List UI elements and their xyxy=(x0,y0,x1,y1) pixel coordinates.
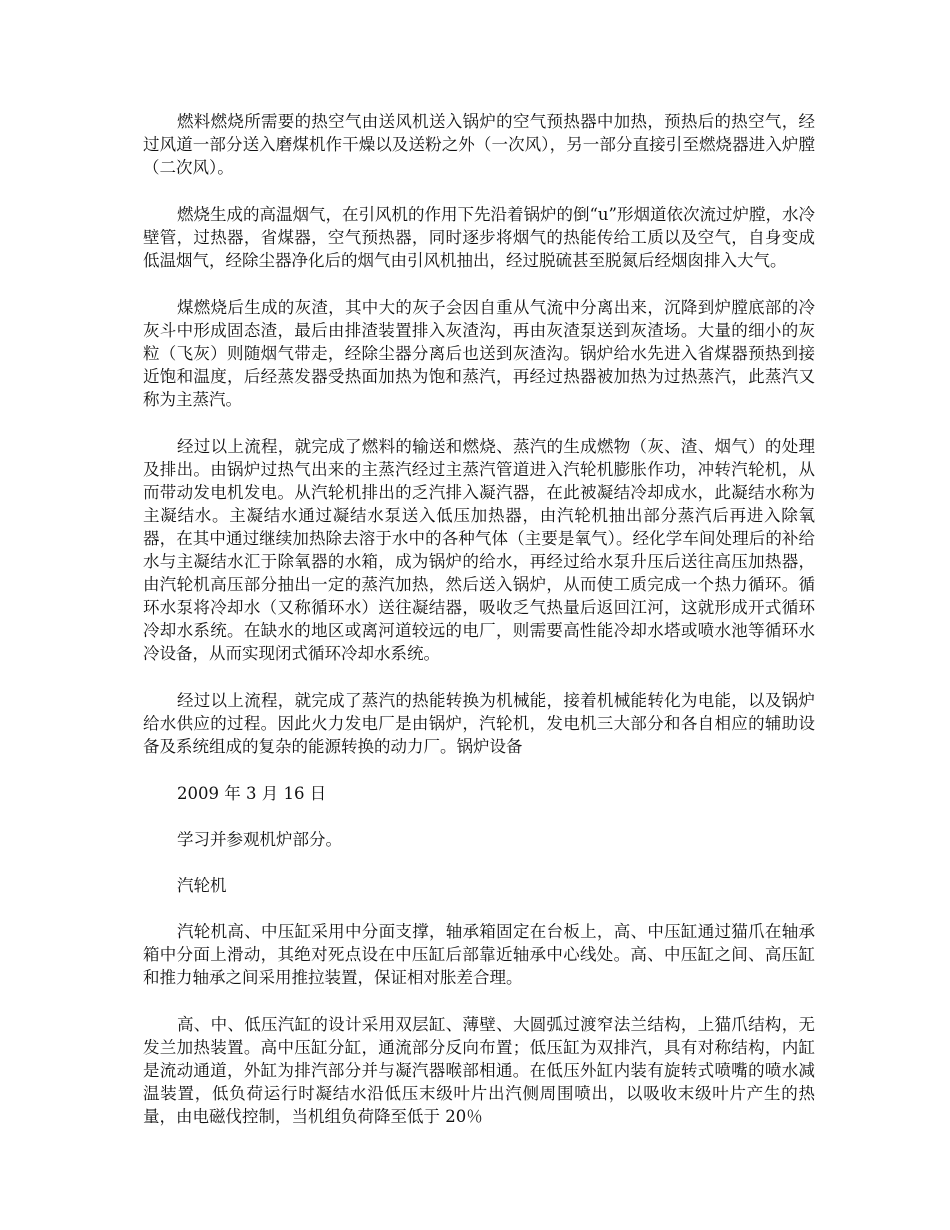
document-page xyxy=(143,110,815,1152)
date-line: 2009 年 3 月 16 日 xyxy=(177,784,327,803)
paragraph-turbine-casing: 高、中、低压汽缸的设计采用双层缸、薄壁、大圆弧过渡窄法兰结构，上猫爪结构，无发兰加热装置。高中压缸分缸，通流部分反向布置；低压缸为双排汽，具有对称结构，内缸是流动通道，外缸为排汽部分并与凝汽器喉部相通。在低压外缸内装有旋转式喷嘴的喷水减温装置，低负荷运行时凝结水沿低压末级叶片出汽侧周围喷出，以吸收末级叶片产生的热量，由电磁伐控制，当机组负荷降至低于 20％ xyxy=(143,1015,815,1126)
paragraph-turbine-support: 汽轮机高、中压缸采用中分面支撑，轴承箱固定在台板上，高、中压缸通过猫爪在轴承箱中分面上滑动，其绝对死点设在中压缸后部靠近轴承中心线处。高、中压缸之间、高压缸和推力轴承之间采用推拉装置，保证相对胀差合理。 xyxy=(143,922,815,987)
study-line: 学习并参观机炉部分。 xyxy=(177,830,342,849)
paragraph-ash-slag: 煤燃烧后生成的灰渣，其中大的灰子会因自重从气流中分离出来，沉降到炉膛底部的冷灰斗中形成固态渣，最后由排渣装置排入灰渣沟，再由灰渣泵送到灰渣场。大量的细小的灰粒（飞灰）则随烟气带走，经除尘器分离后也送到灰渣沟。锅炉给水先进入省煤器预热到接近饱和温度，后经蒸发器受热面加热为饱和蒸汽，再经过热器被加热为过热蒸汽，此蒸汽又称为主蒸汽。 xyxy=(143,298,815,409)
section-title: 汽轮机 xyxy=(177,876,227,895)
paragraph-flue-gas: 燃烧生成的高温烟气，在引风机的作用下先沿着锅炉的倒“u”形烟道依次流过炉膛，水冷壁管，过热器，省煤器，空气预热器，同时逐步将烟气的热能传给工质以及空气，自身变成低温烟气，经除尘器净化后的烟气由引风机抽出，经过脱硫甚至脱氮后经烟囱排入大气。 xyxy=(143,205,815,270)
paragraph-hot-air: 燃料燃烧所需要的热空气由送风机送入锅炉的空气预热器中加热，预热后的热空气，经过风道一部分送入磨煤机作干燥以及送粉之外（一次风），另一部分直接引至燃烧器进入炉膛（二次风）。 xyxy=(143,112,815,177)
paragraph-steam-cycle: 经过以上流程，就完成了燃料的输送和燃烧、蒸汽的生成燃物（灰、渣、烟气）的处理及排出。由锅炉过热气出来的主蒸汽经过主蒸汽管道进入汽轮机膨胀作功，冲转汽轮机，从而带动发电机发电。从汽轮机排出的乏汽排入凝汽器，在此被凝结冷却成水，此凝结水称为主凝结水。主凝结水通过凝结水泵送入低压加热器，由汽轮机抽出部分蒸汽后再进入除氧器，在其中通过继续加热除去溶于水中的各种气体（主要是氧气）。经化学车间处理后的补给水与主凝结水汇于除氧器的水箱，成为锅炉的给水，再经过给水泵升压后送往高压加热器，由汽轮机高压部分抽出一定的蒸汽加热，然后送入锅炉，从而使工质完成一个热力循环。循环水泵将冷却水（又称循环水）送往凝结器，吸收乏气热量后返回江河，这就形成开式循环冷却水系统。在缺水的地区或离河道较远的电厂，则需要高性能冷却水塔或喷水池等循环水冷设备，从而实现闭式循环冷却水系统。 xyxy=(143,437,815,663)
paragraph-energy-conversion: 经过以上流程，就完成了蒸汽的热能转换为机械能，接着机械能转化为电能，以及锅炉给水供应的过程。因此火力发电厂是由锅炉，汽轮机，发电机三大部分和各自相应的辅助设备及系统组成的复杂的能源转换的动力厂。锅炉设备 xyxy=(143,691,815,756)
